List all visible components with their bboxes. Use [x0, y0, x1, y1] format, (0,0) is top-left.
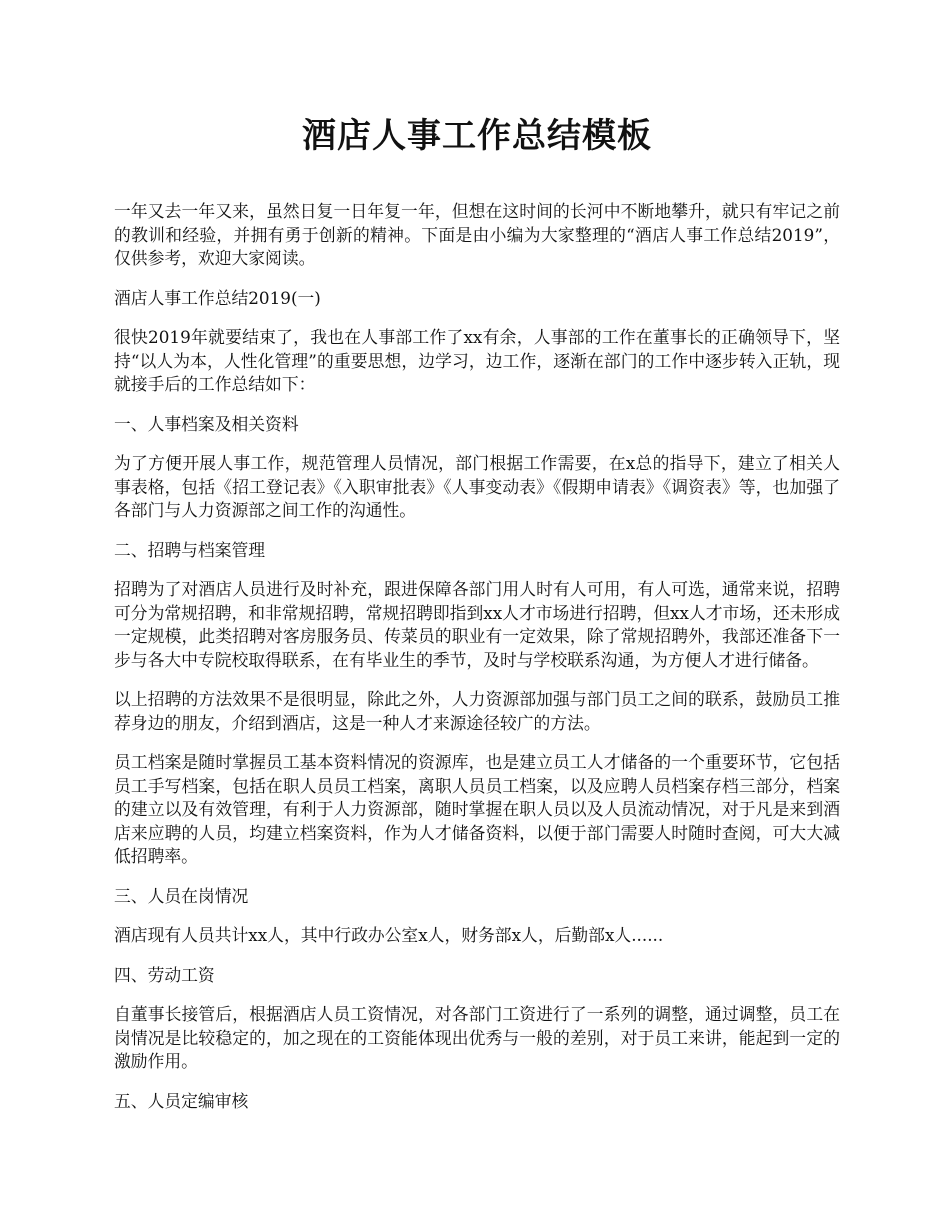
section-heading: 四、劳动工资: [114, 964, 215, 985]
document-subtitle: 酒店人事工作总结2019(一): [114, 287, 321, 308]
section-paragraph: 为了方便开展人事工作，规范管理人员情况，部门根据工作需要，在x总的指导下，建立了相关人事表格，包括《招工登记表》《入职审批表》《人事变动表》《假期申请表》《调资表》等，也加强了各部门与人力资源部之间工作的沟通性。: [114, 453, 840, 520]
section-heading: 五、人员定编审核: [114, 1090, 249, 1111]
section-heading: 一、人事档案及相关资料: [114, 413, 299, 434]
section-heading: 三、人员在岗情况: [114, 885, 249, 906]
section-paragraph: 员工档案是随时掌握员工基本资料情况的资源库，也是建立员工人才储备的一个重要环节，它包括员工手写档案，包括在职人员员工档案，离职人员员工档案，以及应聘人员档案存档三部分，档案的建立以及有效管理，有利于人力资源部，随时掌握在职人员以及人员流动情况，对于凡是来到酒店来应聘的人员，均建立档案资料，作为人才储备资料，以便于部门需要人时随时查阅，可大大减低招聘率。: [114, 752, 840, 866]
section-paragraph: 招聘为了对酒店人员进行及时补充，跟进保障各部门用人时有人可用，有人可选，通常来说，招聘可分为常规招聘，和非常规招聘，常规招聘即指到xx人才市场进行招聘，但xx人才市场，还未形成一定规模，此类招聘对客房服务员、传菜员的职业有一定效果，除了常规招聘外，我部还准备下一步与各大中专院校取得联系，在有毕业生的季节，及时与学校联系沟通，为方便人才进行储备。: [114, 579, 840, 670]
intro-paragraph: 一年又去一年又来，虽然日复一日年复一年，但想在这时间的长河中不断地攀升，就只有牢记之前的教训和经验，并拥有勇于创新的精神。下面是由小编为大家整理的“酒店人事工作总结2019”，仅供参考，欢迎大家阅读。: [114, 201, 840, 268]
section-paragraph: 酒店现有人员共计xx人，其中行政办公室x人，财务部x人，后勤部x人......: [114, 925, 664, 945]
opening-paragraph: 很快2019年就要结束了，我也在人事部工作了xx有余，人事部的工作在董事长的正确领导下，坚持“以人为本，人性化管理”的重要思想，边学习，边工作，逐渐在部门的工作中逐步转入正轨，现就接手后的工作总结如下：: [114, 327, 840, 394]
section-paragraph: 以上招聘的方法效果不是很明显，除此之外，人力资源部加强与部门员工之间的联系，鼓励员工推荐身边的朋友，介绍到酒店，这是一种人才来源途径较广的方法。: [114, 689, 840, 733]
document-title: 酒店人事工作总结模板: [302, 116, 652, 156]
section-paragraph: 自董事长接管后，根据酒店人员工资情况，对各部门工资进行了一系列的调整，通过调整，员工在岗情况是比较稳定的，加之现在的工资能体现出优秀与一般的差别，对于员工来讲，能起到一定的激励作用。: [114, 1004, 840, 1071]
section-heading: 二、招聘与档案管理: [114, 539, 266, 560]
